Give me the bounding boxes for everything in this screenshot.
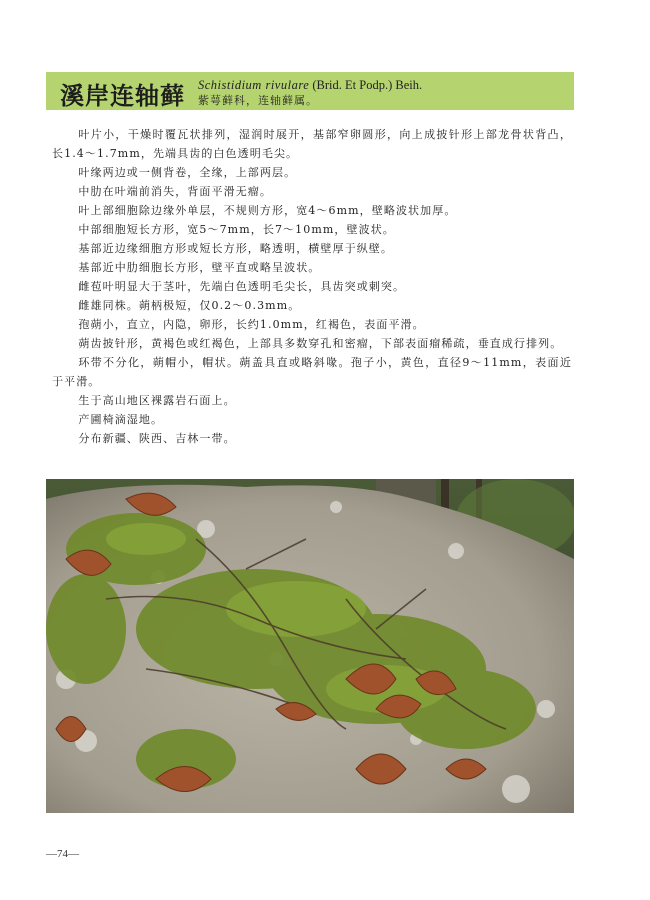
paragraph: 叶片小，干燥时覆瓦状排列，湿润时展开，基部窄卵圆形，向上成披针形上部龙骨状背凸，长1.4～1.7mm，先端具齿的白色透明毛尖。	[52, 128, 572, 160]
scientific-name-line	[198, 78, 422, 93]
species-header	[46, 72, 574, 110]
authority: (Brid. Et Podp.) Beih.	[312, 78, 423, 92]
paragraph: 中肋在叶端前消失，背面平滑无瘤。	[78, 185, 272, 198]
description-text	[52, 125, 572, 448]
scientific-name: Schistidium rivulare	[198, 78, 310, 92]
page-number: —74—	[46, 848, 79, 860]
paragraph: 叶缘两边或一侧背卷，全缘，上部两层。	[78, 166, 297, 179]
paragraph: 基部近中肋细胞长方形，壁平直或略呈波状。	[78, 261, 321, 274]
paragraph: 孢蒴小，直立，内隐，卵形，长约1.0mm，红褐色，表面平滑。	[78, 318, 425, 331]
paragraph: 雌雄同株。蒴柄极短，仅0.2～0.3mm。	[78, 299, 301, 312]
paragraph: 环带不分化，蒴帽小，帽状。蒴盖具直或略斜喙。孢子小，黄色，直径9～11mm，表面近于平滑。	[52, 356, 572, 388]
paragraph: 蒴齿披针形，黄褐色或红褐色，上部具多数穿孔和密瘤，下部表面瘤稀疏，垂直成行排列。	[78, 337, 563, 350]
family-genus: 紫萼藓科，连轴藓属。	[198, 94, 318, 107]
paragraph: 产圃椅滴湿地。	[78, 413, 164, 426]
paragraph: 分布新疆、陕西、吉林一带。	[78, 432, 236, 445]
paragraph: 基部近边缘细胞方形或短长方形，略透明，横壁厚于纵壁。	[78, 242, 393, 255]
species-title: 溪岸连轴藓	[60, 82, 185, 110]
moss-on-rock-image	[46, 479, 574, 813]
paragraph: 叶上部细胞除边缘外单层，不规则方形，宽4～6mm，壁略波状加厚。	[78, 204, 457, 217]
moss-photo	[46, 479, 574, 813]
paragraph: 中部细胞短长方形，宽5～7mm，长7～10mm，壁波状。	[78, 223, 395, 236]
paragraph: 生于高山地区裸露岩石面上。	[78, 394, 236, 407]
paragraph: 雌苞叶明显大于茎叶，先端白色透明毛尖长，具齿突或刺突。	[78, 280, 406, 293]
